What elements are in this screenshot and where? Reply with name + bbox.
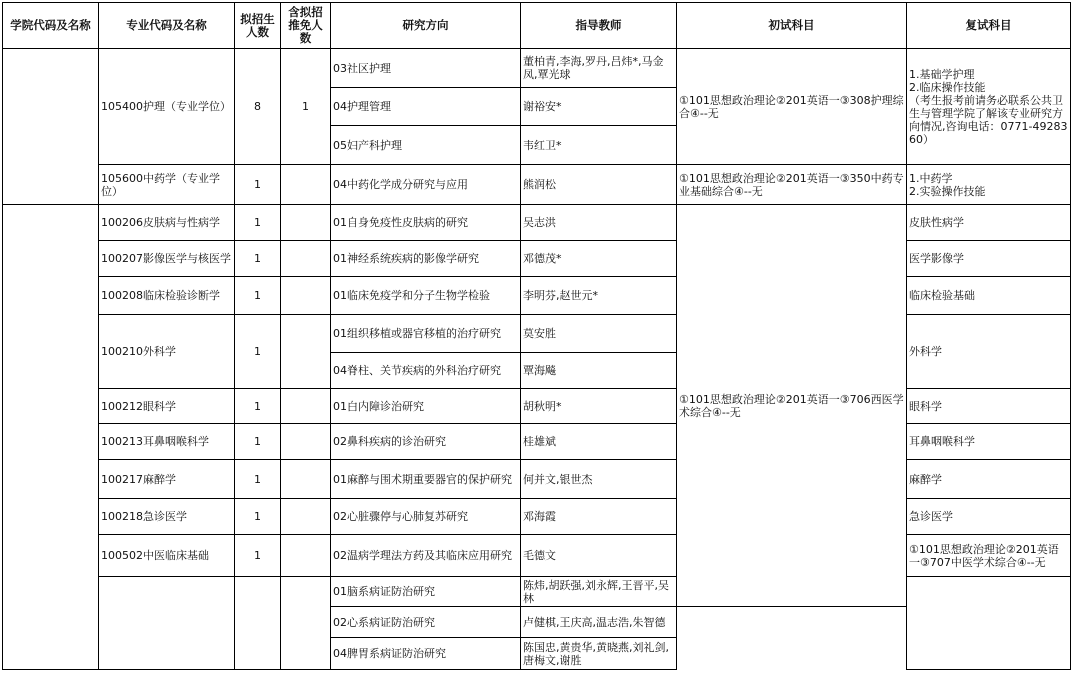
advisor-cell: 李明芬,赵世元*	[521, 277, 677, 315]
direction-cell: 01脑系病证防治研究	[331, 577, 521, 607]
major-cell: 105600中药学（专业学位）	[99, 165, 235, 205]
plan-cell: 1	[235, 165, 281, 205]
table-row	[3, 577, 1071, 607]
retest-cell: 眼科学	[907, 389, 1071, 424]
plan-cell: 1	[235, 277, 281, 315]
direction-cell: 04中药化学成分研究与应用	[331, 165, 521, 205]
exempt-cell	[281, 315, 331, 389]
initial-cell: ①101思想政治理论②201英语一③706西医学术综合④--无	[677, 205, 907, 607]
header-college: 学院代码及名称	[3, 3, 99, 49]
direction-cell: 01组织移植或器官移植的治疗研究	[331, 315, 521, 353]
major-cell: 105400护理（专业学位）	[99, 49, 235, 165]
major-cell: 100218急诊医学	[99, 499, 235, 535]
direction-cell: 01自身免疫性皮肤病的研究	[331, 205, 521, 241]
major-cell	[99, 577, 235, 670]
table-row	[3, 460, 1071, 499]
advisor-cell: 韦红卫*	[521, 126, 677, 165]
major-cell: 100212眼科学	[99, 389, 235, 424]
advisor-cell: 莫安胜	[521, 315, 677, 353]
enrollment-table	[2, 2, 1071, 670]
advisor-cell: 董柏青,李海,罗丹,吕炜*,马金凤,覃光球	[521, 49, 677, 88]
direction-cell: 02心脏骤停与心肺复苏研究	[331, 499, 521, 535]
table-row	[3, 241, 1071, 277]
exempt-cell	[281, 424, 331, 460]
direction-cell: 01麻醉与围术期重要器官的保护研究	[331, 460, 521, 499]
retest-cell: 医学影像学	[907, 241, 1071, 277]
direction-cell: 04脾胃系病证防治研究	[331, 638, 521, 670]
retest-cell: 1.基础学护理 2.临床操作技能 （考生报考前请务必联系公共卫生与管理学院了解该专业研究方向情况,咨询电话：0771-4928360）	[907, 49, 1071, 165]
exempt-cell	[281, 499, 331, 535]
major-cell: 100207影像医学与核医学	[99, 241, 235, 277]
college-cell	[3, 49, 99, 205]
plan-cell: 1	[235, 389, 281, 424]
table-row	[3, 315, 1071, 353]
initial-cell	[907, 577, 1071, 670]
table-row	[3, 535, 1071, 577]
direction-cell: 02温病学理法方药及其临床应用研究	[331, 535, 521, 577]
college-cell	[3, 205, 99, 670]
plan-cell: 1	[235, 460, 281, 499]
advisor-cell: 胡秋明*	[521, 389, 677, 424]
table-row	[3, 389, 1071, 424]
direction-cell: 04护理管理	[331, 88, 521, 126]
initial-cell: ①101思想政治理论②201英语一③707中医学术综合④--无	[907, 535, 1071, 577]
direction-cell: 02鼻科疾病的诊治研究	[331, 424, 521, 460]
exempt-cell	[281, 277, 331, 315]
header-exempt: 含拟招推免人数	[281, 3, 331, 49]
major-cell: 100210外科学	[99, 315, 235, 389]
table-row	[3, 499, 1071, 535]
exempt-cell	[281, 389, 331, 424]
exempt-cell	[281, 577, 331, 670]
retest-cell: 外科学	[907, 315, 1071, 389]
advisor-cell: 毛德文	[521, 535, 677, 577]
plan-cell: 1	[235, 315, 281, 389]
plan-cell: 1	[235, 499, 281, 535]
header-plan: 拟招生人数	[235, 3, 281, 49]
direction-cell: 01临床免疫学和分子生物学检验	[331, 277, 521, 315]
advisor-cell: 邓德茂*	[521, 241, 677, 277]
advisor-cell: 吴志洪	[521, 205, 677, 241]
table-row	[3, 277, 1071, 315]
exempt-cell	[281, 241, 331, 277]
table-row	[3, 424, 1071, 460]
exempt-cell	[281, 535, 331, 577]
initial-cell: ①101思想政治理论②201英语一③308护理综合④--无	[677, 49, 907, 165]
header-row	[3, 3, 1071, 49]
header-advisor: 指导教师	[521, 3, 677, 49]
plan-cell	[235, 577, 281, 670]
retest-cell: 临床检验基础	[907, 277, 1071, 315]
direction-cell: 05妇产科护理	[331, 126, 521, 165]
exempt-cell	[281, 460, 331, 499]
direction-cell: 04脊柱、关节疾病的外科治疗研究	[331, 353, 521, 389]
direction-cell: 01白内障诊治研究	[331, 389, 521, 424]
major-cell: 100213耳鼻咽喉科学	[99, 424, 235, 460]
retest-cell: 耳鼻咽喉科学	[907, 424, 1071, 460]
major-cell: 100206皮肤病与性病学	[99, 205, 235, 241]
exempt-cell	[281, 205, 331, 241]
initial-cell: ①101思想政治理论②201英语一③350中药专业基础综合④--无	[677, 165, 907, 205]
plan-cell: 1	[235, 205, 281, 241]
direction-cell: 02心系病证防治研究	[331, 607, 521, 638]
header-major: 专业代码及名称	[99, 3, 235, 49]
advisor-cell: 陈国忠,黄贵华,黄晓燕,刘礼剑,唐梅文,谢胜	[521, 638, 677, 670]
plan-cell: 1	[235, 535, 281, 577]
header-retest: 复试科目	[907, 3, 1071, 49]
advisor-cell: 何并文,银世杰	[521, 460, 677, 499]
major-cell: 100208临床检验诊断学	[99, 277, 235, 315]
advisor-cell: 覃海飚	[521, 353, 677, 389]
exempt-cell: 1	[281, 49, 331, 165]
advisor-cell: 邓海霞	[521, 499, 677, 535]
retest-cell: 急诊医学	[907, 499, 1071, 535]
header-initial: 初试科目	[677, 3, 907, 49]
plan-cell: 1	[235, 424, 281, 460]
advisor-cell: 谢裕安*	[521, 88, 677, 126]
table-row	[3, 49, 1071, 88]
advisor-cell: 卢健棋,王庆高,温志浩,朱智德	[521, 607, 677, 638]
plan-cell: 8	[235, 49, 281, 165]
table-row	[3, 205, 1071, 241]
advisor-cell: 桂雄斌	[521, 424, 677, 460]
retest-cell: 1.中药学 2.实验操作技能	[907, 165, 1071, 205]
major-cell: 100502中医临床基础	[99, 535, 235, 577]
table-row	[3, 165, 1071, 205]
retest-cell: 麻醉学	[907, 460, 1071, 499]
direction-cell: 01神经系统疾病的影像学研究	[331, 241, 521, 277]
exempt-cell	[281, 165, 331, 205]
advisor-cell: 熊润松	[521, 165, 677, 205]
plan-cell: 1	[235, 241, 281, 277]
direction-cell: 03社区护理	[331, 49, 521, 88]
header-direction: 研究方向	[331, 3, 521, 49]
advisor-cell: 陈炜,胡跃强,刘永辉,王晋平,吴林	[521, 577, 677, 607]
retest-cell: 皮肤性病学	[907, 205, 1071, 241]
major-cell: 100217麻醉学	[99, 460, 235, 499]
